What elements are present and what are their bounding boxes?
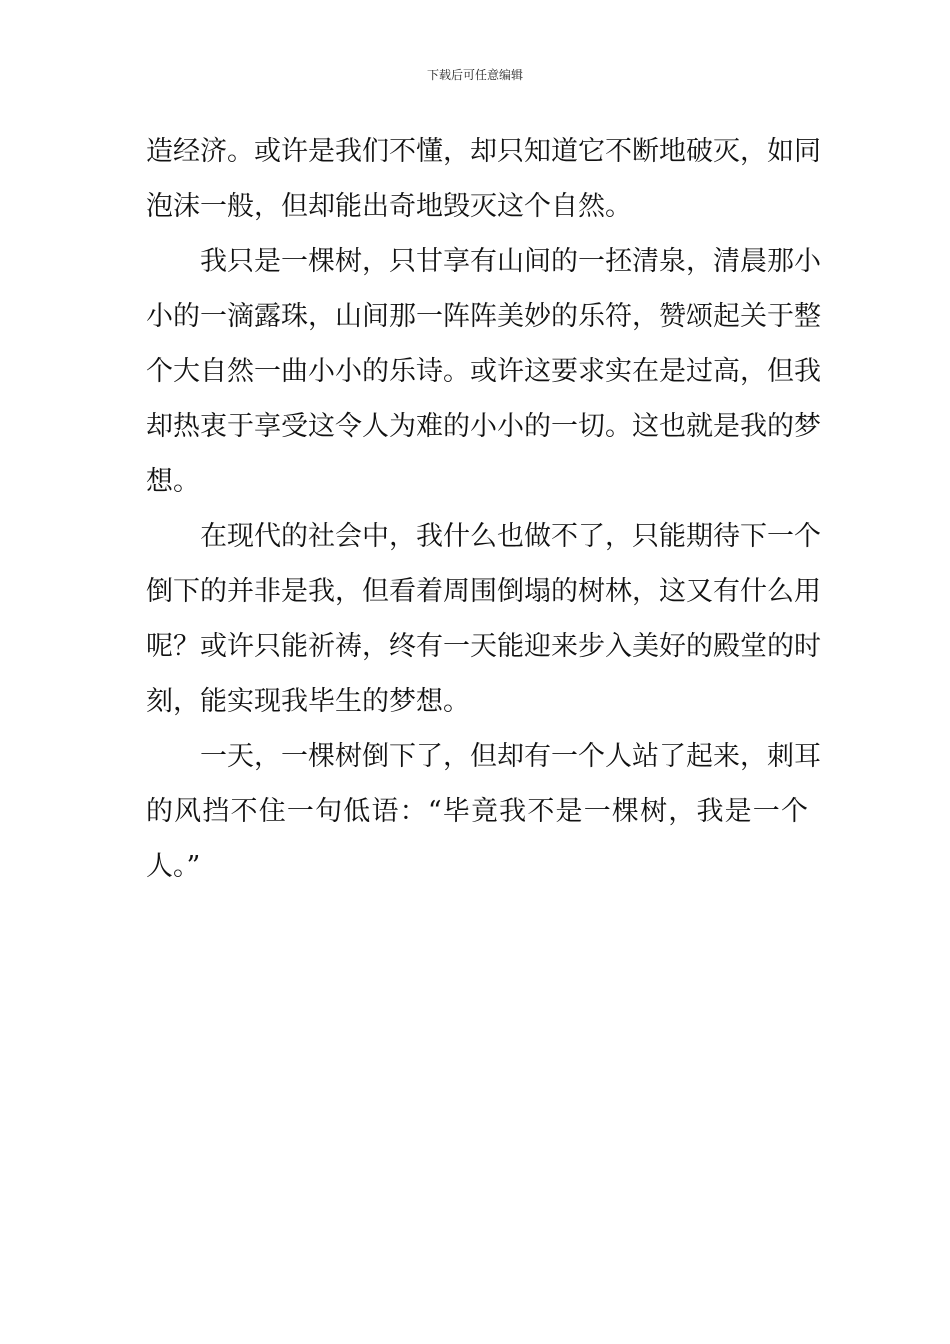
- paragraph-line: 想。: [146, 466, 200, 497]
- paragraph-line: 一天，一棵树倒下了，但却有一个人站了起来，刺耳: [200, 741, 821, 772]
- paragraph-line: 小的一滴露珠，山间那一阵阵美妙的乐符，赞颂起关于整: [146, 301, 821, 332]
- paragraph-3: [146, 509, 821, 729]
- paragraph-line: 倒下的并非是我，但看着周围倒塌的树林，这又有什么用: [146, 576, 821, 607]
- paragraph-line: 的风挡不住一句低语：“毕竟我不是一棵树，我是一个: [146, 796, 808, 827]
- document-body: [146, 124, 821, 894]
- paragraph-1: [146, 124, 821, 234]
- paragraph-line: 造经济。或许是我们不懂，却只知道它不断地破灭，如同: [146, 136, 821, 167]
- page-header-note: 下载后可任意编辑: [426, 68, 523, 82]
- paragraph-2: [146, 234, 821, 509]
- paragraph-line: 在现代的社会中，我什么也做不了，只能期待下一个: [200, 521, 821, 552]
- paragraph-line: 人。”: [146, 851, 201, 882]
- paragraph-line: 我只是一棵树，只甘享有山间的一抷清泉，清晨那小: [200, 246, 821, 277]
- paragraph-4: [146, 729, 821, 894]
- paragraph-line: 刻，能实现我毕生的梦想。: [146, 686, 470, 717]
- paragraph-line: 呢？或许只能祈祷，终有一天能迎来步入美好的殿堂的时: [146, 631, 821, 662]
- paragraph-line: 却热衷于享受这令人为难的小小的一切。这也就是我的梦: [146, 411, 821, 442]
- paragraph-line: 个大自然一曲小小的乐诗。或许这要求实在是过高，但我: [146, 356, 821, 387]
- paragraph-line: 泡沫一般，但却能出奇地毁灭这个自然。: [146, 191, 632, 222]
